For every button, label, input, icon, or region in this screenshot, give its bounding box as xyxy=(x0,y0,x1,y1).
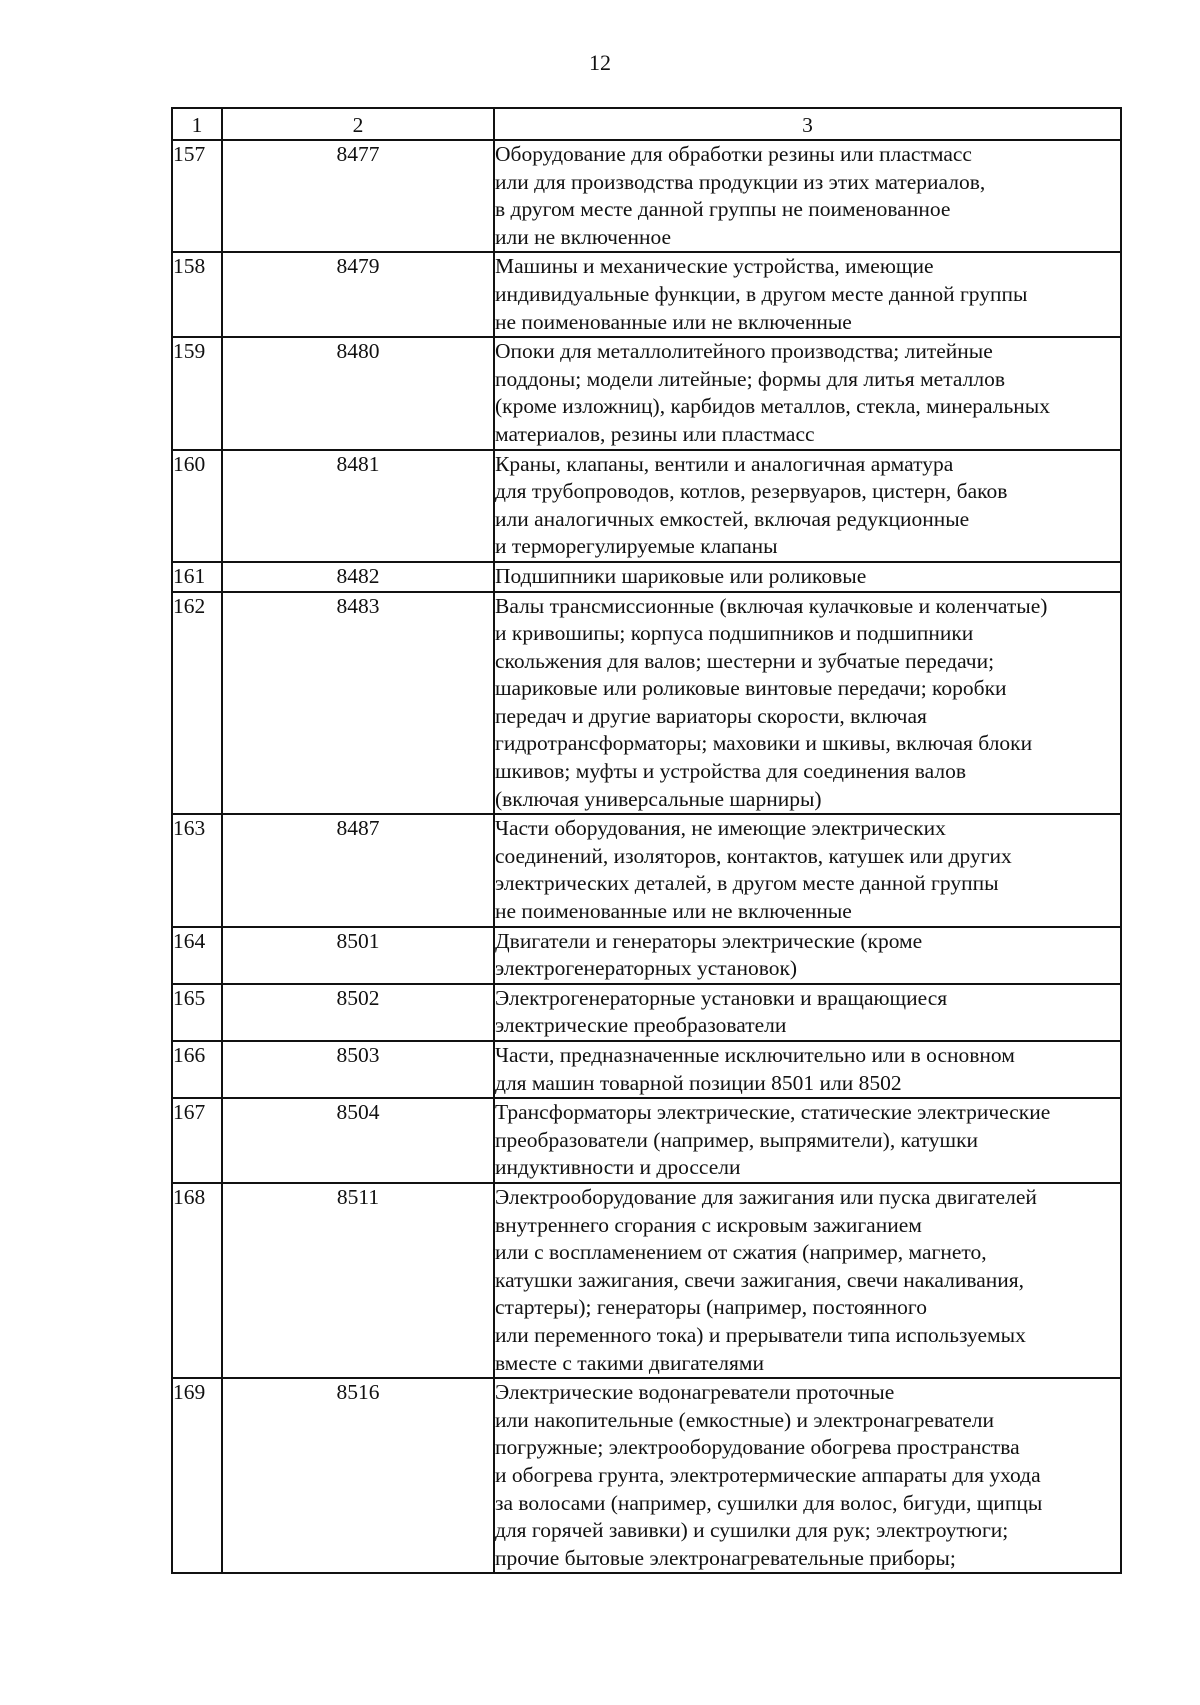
description-line: Двигатели и генераторы электрические (кроме xyxy=(495,928,923,953)
description-line: не поименованные или не включенные xyxy=(495,899,852,924)
table-row xyxy=(172,562,1121,592)
description-line: Оборудование для обработки резины или пластмасс xyxy=(495,142,972,166)
row-number: 166 xyxy=(172,1041,222,1098)
row-code: 8480 xyxy=(222,337,494,449)
row-code: 8483 xyxy=(222,592,494,815)
table-row xyxy=(172,1041,1121,1098)
description-line: прочие бытовые электронагревательные приборы; xyxy=(495,1545,956,1570)
description-line: за волосами (например, сушилки для волос, бигуди, щипцы xyxy=(495,1490,1043,1515)
row-description xyxy=(494,140,1121,252)
row-description xyxy=(494,562,1121,592)
row-description xyxy=(494,1183,1121,1378)
description-line: Части оборудования, не имеющие электрических xyxy=(495,816,946,841)
description-line: или не включенное xyxy=(495,224,672,249)
row-code: 8503 xyxy=(222,1041,494,1098)
page-number: 12 xyxy=(589,50,611,75)
row-description xyxy=(494,984,1121,1041)
row-description xyxy=(494,1041,1121,1098)
table-row xyxy=(172,1098,1121,1183)
description-line: передач и другие вариаторы скорости, включая xyxy=(495,703,927,728)
column-header-number: 1 xyxy=(172,108,222,140)
row-description xyxy=(494,592,1121,815)
description-line: и обогрева грунта, электротермические аппараты для ухода xyxy=(495,1462,1041,1487)
row-description xyxy=(494,252,1121,337)
row-number: 161 xyxy=(172,562,222,592)
table-row xyxy=(172,1378,1121,1573)
row-number: 157 xyxy=(172,140,222,252)
description-line: для машин товарной позиции 8501 или 8502 xyxy=(495,1070,902,1095)
row-description xyxy=(494,450,1121,562)
description-line: Краны, клапаны, вентили и аналогичная арматура xyxy=(495,451,954,476)
description-line: шариковые или роликовые винтовые передачи; коробки xyxy=(495,676,1007,701)
table-row xyxy=(172,252,1121,337)
table-row xyxy=(172,450,1121,562)
row-code: 8516 xyxy=(222,1378,494,1573)
description-line: вместе с такими двигателями xyxy=(495,1350,764,1375)
description-line: электрических деталей, в другом месте данной группы xyxy=(495,871,999,896)
description-line: поддоны; модели литейные; формы для литья металлов xyxy=(495,366,1005,391)
description-line: Опоки для металлолитейного производства; литейные xyxy=(495,339,993,364)
description-line: или аналогичных емкостей, включая редукционные xyxy=(495,506,970,531)
description-line: материалов, резины или пластмасс xyxy=(495,421,815,446)
table-row xyxy=(172,984,1121,1041)
description-line: Электрические водонагреватели проточные xyxy=(495,1380,895,1405)
table-header xyxy=(172,108,1121,140)
row-description xyxy=(494,1098,1121,1183)
row-number: 163 xyxy=(172,814,222,926)
description-line: для трубопроводов, котлов, резервуаров, цистерн, баков xyxy=(495,479,1008,504)
description-line: и терморегулируемые клапаны xyxy=(495,534,778,559)
description-line: индуктивности и дроссели xyxy=(495,1155,741,1180)
row-code: 8502 xyxy=(222,984,494,1041)
table-row xyxy=(172,140,1121,252)
row-description xyxy=(494,814,1121,926)
table-row xyxy=(172,814,1121,926)
description-line: скольжения для валов; шестерни и зубчатые передачи; xyxy=(495,648,995,673)
description-line: в другом месте данной группы не поименованное xyxy=(495,197,951,222)
row-description xyxy=(494,1378,1121,1573)
row-code: 8487 xyxy=(222,814,494,926)
description-line: Валы трансмиссионные (включая кулачковые и коленчатые) xyxy=(495,593,1048,618)
table-row xyxy=(172,337,1121,449)
goods-table xyxy=(171,107,1122,1574)
row-code: 8504 xyxy=(222,1098,494,1183)
row-code: 8482 xyxy=(222,562,494,592)
description-line: для горячей завивки) и сушилки для рук; электроутюги; xyxy=(495,1518,1009,1543)
description-line: и кривошипы; корпуса подшипников и подшипники xyxy=(495,621,974,646)
description-line: Подшипники шариковые или роликовые xyxy=(495,563,867,588)
table-body xyxy=(172,140,1121,1573)
description-line: или переменного тока) и прерыватели типа используемых xyxy=(495,1322,1026,1347)
row-number: 167 xyxy=(172,1098,222,1183)
description-line: или для производства продукции из этих материалов, xyxy=(495,169,986,194)
row-number: 169 xyxy=(172,1378,222,1573)
row-code: 8501 xyxy=(222,927,494,984)
description-line: Машины и механические устройства, имеющие xyxy=(495,254,934,279)
description-line: или с воспламенением от сжатия (например, магнето, xyxy=(495,1240,987,1265)
table-row xyxy=(172,1183,1121,1378)
row-description xyxy=(494,927,1121,984)
row-number: 159 xyxy=(172,337,222,449)
description-line: шкивов; муфты и устройства для соединения валов xyxy=(495,759,967,784)
description-line: электрические преобразователи xyxy=(495,1013,787,1038)
description-line: Трансформаторы электрические, статические электрические xyxy=(495,1100,1051,1125)
description-line: погружные; электрооборудование обогрева пространства xyxy=(495,1435,1020,1460)
row-code: 8479 xyxy=(222,252,494,337)
description-line: индивидуальные функции, в другом месте данной группы xyxy=(495,281,1028,306)
row-number: 162 xyxy=(172,592,222,815)
description-line: соединений, изоляторов, контактов, катушек или других xyxy=(495,843,1012,868)
description-line: (кроме изложниц), карбидов металлов, стекла, минеральных xyxy=(495,394,1050,419)
description-line: внутреннего сгорания с искровым зажиганием xyxy=(495,1212,922,1237)
description-line: Электрогенераторные установки и вращающиеся xyxy=(495,985,948,1010)
description-line: или накопительные (емкостные) и электронагреватели xyxy=(495,1407,995,1432)
description-line: гидротрансформаторы; маховики и шкивы, включая блоки xyxy=(495,731,1033,756)
description-line: электрогенераторных установок) xyxy=(495,956,798,981)
row-code: 8511 xyxy=(222,1183,494,1378)
row-description xyxy=(494,337,1121,449)
table-row xyxy=(172,592,1121,815)
row-number: 164 xyxy=(172,927,222,984)
description-line: не поименованные или не включенные xyxy=(495,309,852,334)
description-line: Части, предназначенные исключительно или в основном xyxy=(495,1043,1015,1067)
row-code: 8481 xyxy=(222,450,494,562)
description-line: (включая универсальные шарниры) xyxy=(495,786,822,811)
row-code: 8477 xyxy=(222,140,494,252)
row-number: 165 xyxy=(172,984,222,1041)
description-line: катушки зажигания, свечи зажигания, свечи накаливания, xyxy=(495,1267,1025,1292)
description-line: преобразователи (например, выпрямители), катушки xyxy=(495,1127,979,1152)
description-line: Электрооборудование для зажигания или пуска двигателей xyxy=(495,1184,1037,1209)
row-number: 160 xyxy=(172,450,222,562)
header-row xyxy=(172,108,1121,140)
description-line: стартеры); генераторы (например, постоянного xyxy=(495,1295,927,1320)
row-number: 168 xyxy=(172,1183,222,1378)
column-header-code: 2 xyxy=(222,108,494,140)
table-row xyxy=(172,927,1121,984)
column-header-description: 3 xyxy=(494,108,1121,140)
row-number: 158 xyxy=(172,252,222,337)
